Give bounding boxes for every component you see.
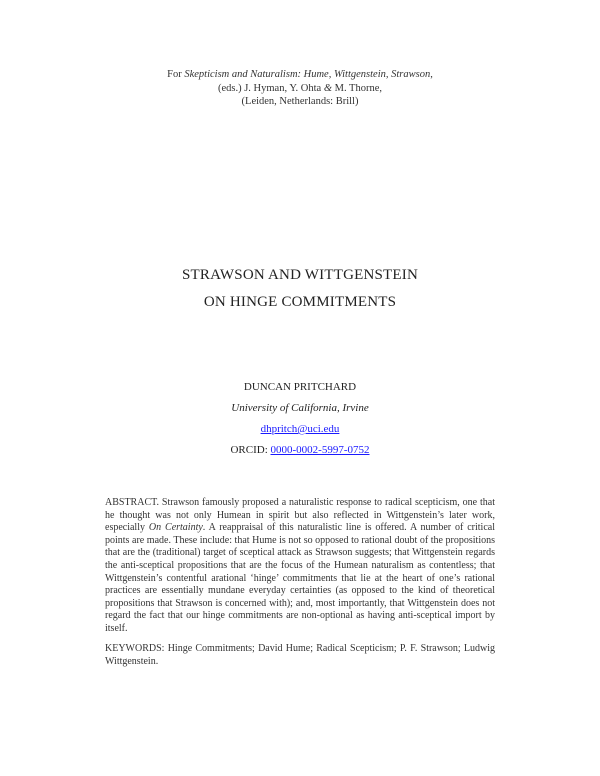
- header-editors-prefix: (eds.) J. Hyman, Y. Ohta: [217, 82, 324, 94]
- orcid-line: [0, 440, 600, 461]
- author-name: DUNCAN PRITCHARD: [243, 381, 357, 393]
- header-publisher: (Leiden, Netherlands: Brill): [241, 96, 359, 107]
- header-editors-suffix: M. Thorne,: [332, 82, 382, 94]
- header-book-line: [0, 68, 600, 82]
- abstract-text-start: ABSTRACT. Strawson famously proposed a naturalistic response to radical scepticism, one that he thought was not only Humean in spirit but also reflected in Wittgenstein’s later work, especially: [105, 497, 495, 534]
- paper-title-line2: ON HINGE COMMITMENTS: [203, 294, 397, 310]
- header-editors-amp: &: [323, 82, 333, 94]
- abstract: [105, 497, 495, 636]
- header-book-title: Skepticism and Naturalism: Hume, Wittgenstein, Strawson: [184, 69, 431, 80]
- header-book-suffix: ,: [430, 69, 433, 80]
- header-prefix: For: [167, 69, 185, 80]
- paper-title-line1: STRAWSON AND WITTGENSTEIN: [181, 267, 418, 283]
- keywords: KEYWORDS: Hinge Commitments; David Hume; Radical Scepticism; P. F. Strawson; Ludwig Wittgenstein.: [105, 643, 495, 667]
- author-block: [0, 377, 600, 461]
- header-editors-line: [0, 82, 600, 96]
- author-email-link[interactable]: dhpritch@uci.edu: [260, 423, 340, 435]
- orcid-link[interactable]: 0000-0002-5997-0752: [270, 444, 370, 456]
- paper-title: [0, 262, 600, 316]
- publication-header: [0, 68, 600, 109]
- author-affiliation: University of California, Irvine: [231, 402, 369, 414]
- abstract-text-end: . A reappraisal of this naturalistic line is offered. A number of critical points are made. These include: that Hume is not so opposed to rational doubt of the propositions that are the (traditional) target of sceptical attack as Strawson suggests; that Wittgenstein regards the anti-sceptical propositions that are the focus of the Humean naturalism as contentless; that Wittgenstein’s contentful arational ‘hinge’ commitments that lie at the heart of one’s rational practices are essentially mundane everyday certainties (as opposed to the kind of theoretical propositions that Strawson is concerned with); and, most importantly, that Wittgenstein does not regard the fact that our hinge commitments are non-optional as having anti-sceptical import by itself.: [105, 522, 495, 634]
- abstract-italic-title: On Certainty: [148, 522, 203, 534]
- orcid-label: ORCID:: [230, 444, 271, 456]
